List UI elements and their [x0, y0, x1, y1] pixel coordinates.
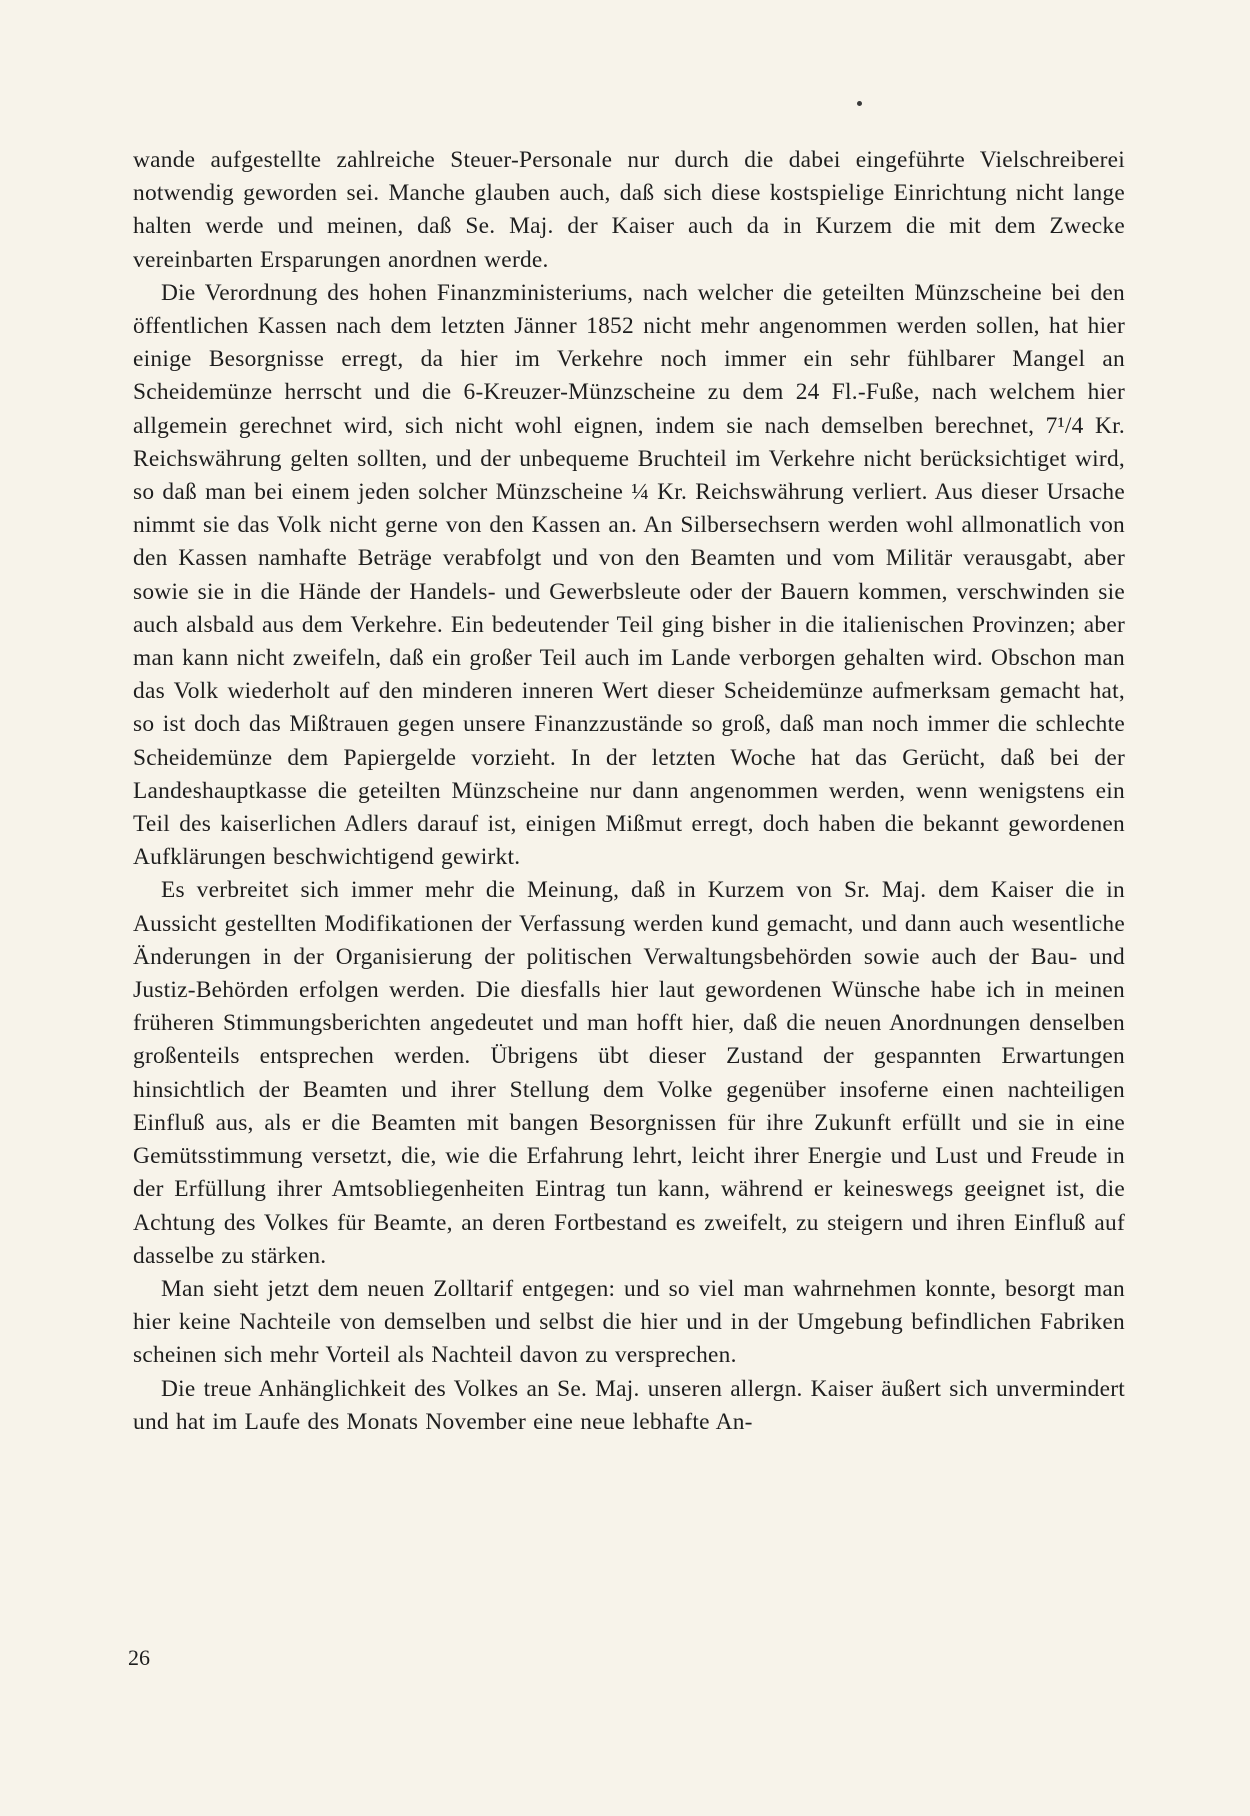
paragraph-anhaenglichkeit: Die treue Anhänglichkeit des Volkes an Se. Maj. unseren allergn. Kaiser äußert sich unvermindert und hat im Laufe des Monats November eine neue lebhafte An-	[133, 1375, 1125, 1435]
paragraph-continuation: wande aufgestellte zahlreiche Steuer-Personale nur durch die dabei eingeführte Vielschreiberei notwendig geworden sei. Manche glauben auch, daß sich diese kostspielige Einrichtung nicht lange halten werde und meinen, daß Se. Maj. der Kaiser auch da in Kurzem die mit dem Zwecke vereinbarten Ersparungen anordnen werde.	[133, 147, 1125, 273]
paragraph-zolltarif: Man sieht jetzt dem neuen Zolltarif entgegen: und so viel man wahrnehmen konnte, besorgt man hier keine Nachteile von demselben und selbst die hier und in der Umgebung befindlichen Fabriken scheinen sich mehr Vorteil als Nachteil davon zu versprechen.	[133, 1275, 1125, 1369]
paragraph-verfassung: Es verbreitet sich immer mehr die Meinung, daß in Kurzem von Sr. Maj. dem Kaiser die in Aussicht gestellten Modifikationen der Verfassung werden kund gemacht, und dann auch wesentliche Änderungen in der Organisierung der politischen Verwaltungsbehörden sowie auch der Bau- und Justiz-Behörden erfolgen werden. Die diesfalls hier laut gewordenen Wünsche habe ich in meinen früheren Stimmungsberichten angedeutet und man hofft hier, daß die neuen Anordnungen denselben großenteils entsprechen werden. Übrigens übt dieser Zustand der gespannten Erwartungen hinsichtlich der Beamten und ihrer Stellung dem Volke gegenüber insoferne einen nachteiligen Einfluß aus, als er die Beamten mit bangen Besorgnissen für ihre Zukunft erfüllt und sie in eine Gemütsstimmung versetzt, die, wie die Erfahrung lehrt, leicht ihrer Energie und Lust und Freude in der Erfüllung ihrer Amtsobliegenheiten Eintrag tun kann, während er keineswegs geeignet ist, die Achtung des Volkes für Beamte, an deren Fortbestand es zweifelt, zu steigern und ihren Einfluß auf dasselbe zu stärken.	[133, 877, 1125, 1269]
printer-mark	[857, 101, 862, 106]
body-text	[133, 144, 1125, 1439]
paragraph-muenzscheine: Die Verordnung des hohen Finanzministeriums, nach welcher die geteilten Münzscheine bei den öffentlichen Kassen nach dem letzten Jänner 1852 nicht mehr angenommen werden sollen, hat hier einige Besorgnisse erregt, da hier im Verkehre noch immer ein sehr fühlbarer Mangel an Scheidemünze herrscht und die 6-Kreuzer-Münzscheine zu dem 24 Fl.-Fuße, nach welchem hier allgemein gerechnet wird, sich nicht wohl eignen, indem sie nach demselben berechnet, 7¹/4 Kr. Reichswährung gelten sollten, und der unbequeme Bruchteil im Verkehre nicht berücksichtiget wird, so daß man bei einem jeden solcher Münzscheine ¼ Kr. Reichswährung verliert. Aus dieser Ursache nimmt sie das Volk nicht gerne von den Kassen an. An Silbersechsern werden wohl allmonatlich von den Kassen namhafte Beträge verabfolgt und von den Beamten und vom Militär verausgabt, aber sowie sie in die Hände der Handels- und Gewerbsleute oder der Bauern kommen, verschwinden sie auch alsbald aus dem Verkehre. Ein bedeutender Teil ging bisher in die italienischen Provinzen; aber man kann nicht zweifeln, daß ein großer Teil auch im Lande verborgen gehalten wird. Obschon man das Volk wiederholt auf den minderen inneren Wert dieser Scheidemünze aufmerksam gemacht hat, so ist doch das Mißtrauen gegen unsere Finanzzustände so groß, daß man noch immer die schlechte Scheidemünze dem Papiergelde vorzieht. In der letzten Woche hat das Gerücht, daß bei der Landeshauptkasse die geteilten Münzscheine nur dann angenommen werden, wenn wenigstens ein Teil des kaiserlichen Adlers darauf ist, einigen Mißmut erregt, doch haben die bekannt gewordenen Aufklärungen beschwichtigend gewirkt.	[133, 279, 1125, 871]
page-number: 26	[128, 1645, 150, 1670]
